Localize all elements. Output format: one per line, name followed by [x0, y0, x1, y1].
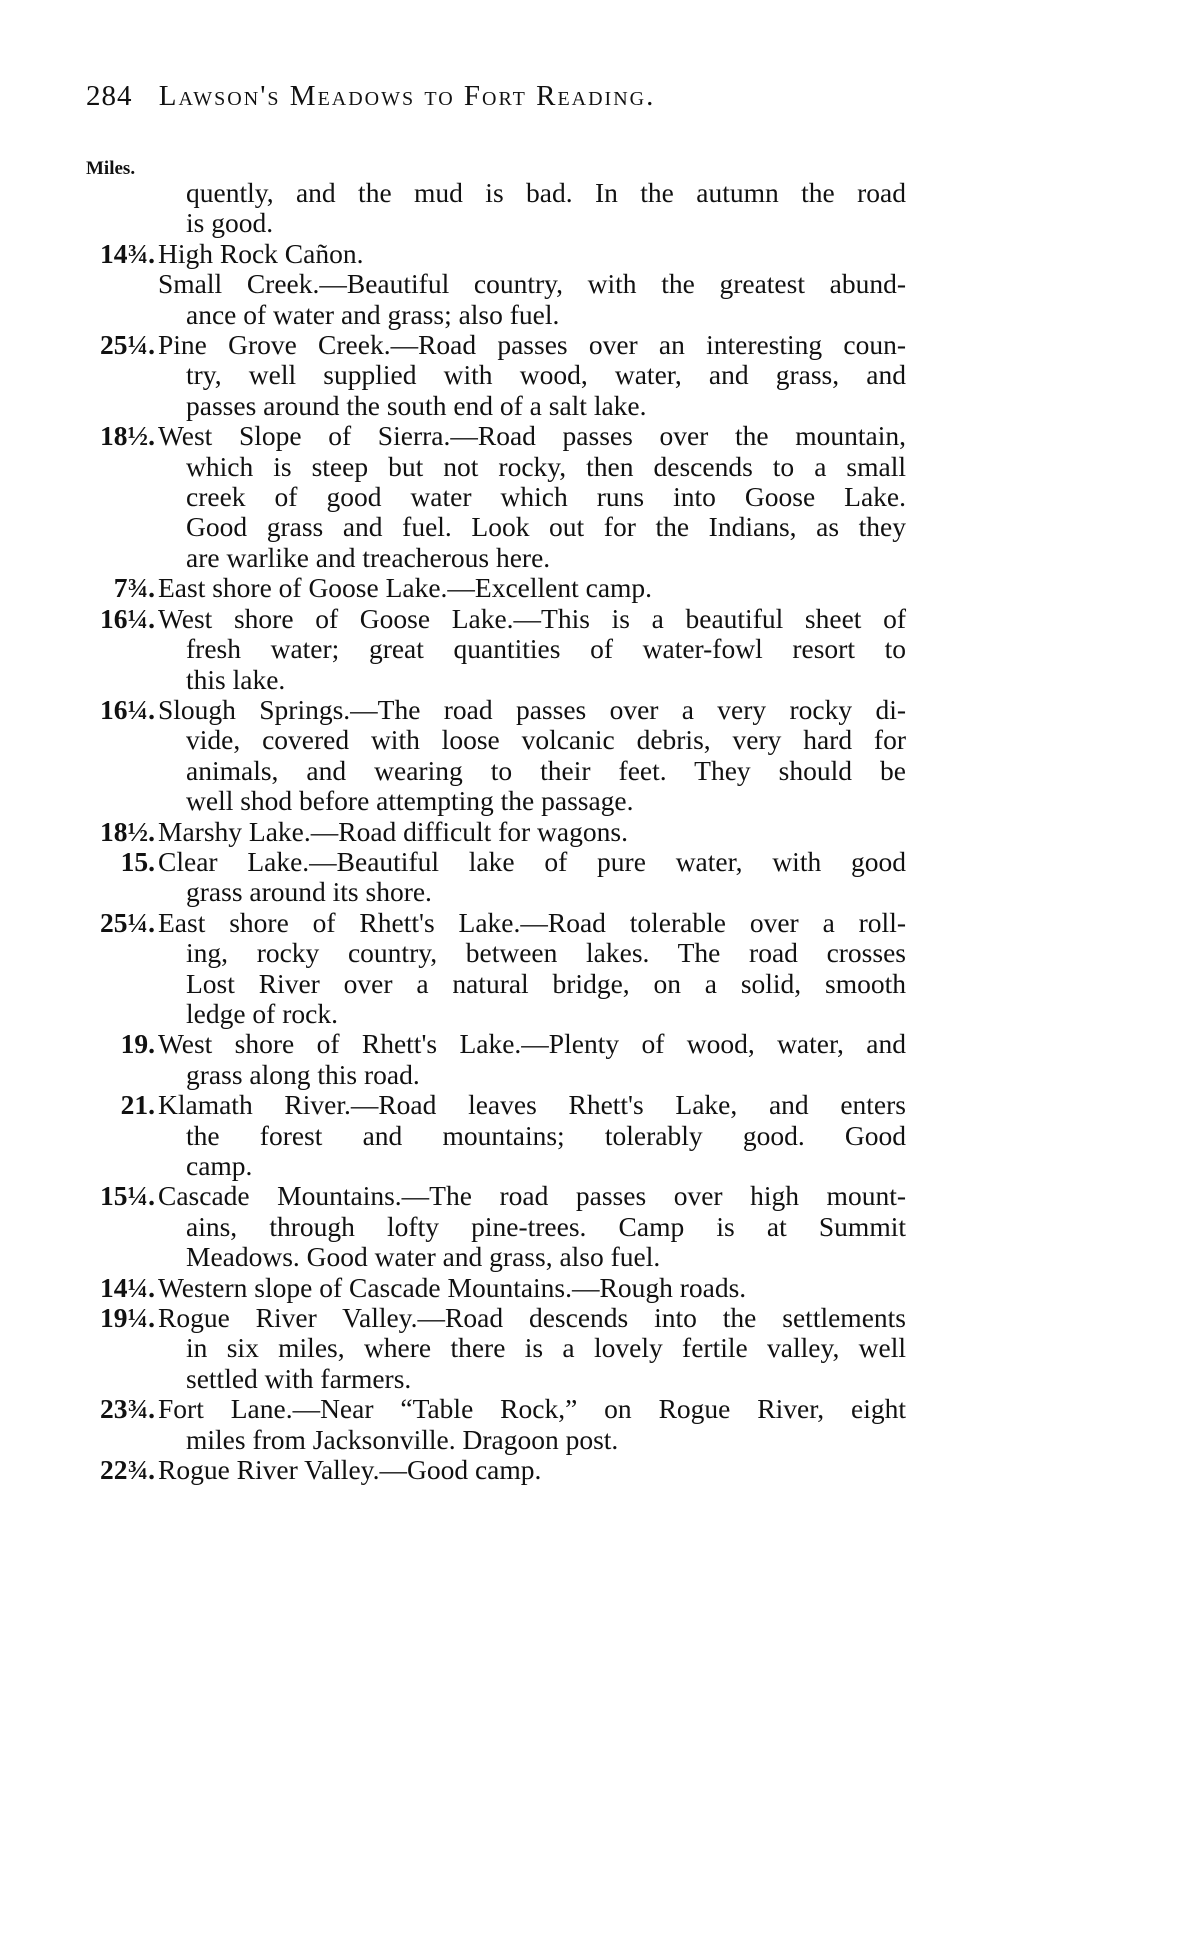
itinerary-entry [86, 178, 906, 239]
mileage: 23¾. [100, 1393, 155, 1425]
entry-text-line: Clear Lake.—Beautiful lake of pure water, with good [158, 845, 906, 877]
mileage: 14¾. [100, 237, 155, 269]
entry-text-line: passes around the south end of a salt lake. [186, 389, 647, 421]
mileage: 19. [120, 1028, 155, 1060]
entry-text-line: fresh water; great quantities of water-fowl resort to [186, 633, 906, 665]
itinerary-entry [86, 421, 906, 573]
entry-text-line: is good. [186, 207, 274, 239]
entry-text-line: quently, and the mud is bad. In the autumn the road [186, 177, 906, 208]
entry-text-line: Lost River over a natural bridge, on a solid, smooth [186, 967, 906, 999]
itinerary-entry [86, 330, 906, 421]
itinerary-entry [86, 817, 906, 847]
entry-text-line: ledge of rock. [186, 997, 338, 1029]
entry-text-line: miles from Jacksonville. Dragoon post. [186, 1423, 619, 1455]
entry-text-line: High Rock Cañon. [158, 237, 364, 269]
entry-text-line: camp. [186, 1150, 253, 1181]
entry-text-line: West shore of Rhett's Lake.—Plenty of wood, water, and [158, 1028, 906, 1060]
itinerary-entry [86, 1181, 906, 1272]
itinerary-entry [86, 604, 906, 695]
itinerary-entry [86, 239, 906, 269]
entry-text-line: vide, covered with loose volcanic debris, very hard for [186, 724, 906, 756]
entry-text-line: Klamath River.—Road leaves Rhett's Lake, and enters [158, 1089, 906, 1121]
entry-text-line: the forest and mountains; tolerably good. Good [186, 1119, 906, 1151]
entry-text-line: grass along this road. [186, 1058, 420, 1090]
entry-text-line: Cascade Mountains.—The road passes over high mount- [158, 1180, 906, 1212]
running-title: Lawson's Meadows to Fort Reading. [158, 80, 656, 112]
mileage: 7¾. [113, 572, 155, 604]
entry-text-line: in six miles, where there is a lovely fertile valley, well [186, 1332, 906, 1364]
mileage: 14¼. [100, 1271, 155, 1303]
entry-text-line: Rogue River Valley.—Road descends into the settlements [158, 1302, 906, 1334]
entry-text-line: West shore of Goose Lake.—This is a beautiful sheet of [158, 602, 906, 634]
mileage: 25¼. [100, 906, 155, 938]
itinerary-entry [86, 695, 906, 817]
entry-text-line: East shore of Rhett's Lake.—Road tolerable over a roll- [158, 906, 906, 938]
entry-text-line: Slough Springs.—The road passes over a very rocky di- [158, 693, 906, 725]
entry-text-line: animals, and wearing to their feet. They should be [186, 754, 906, 786]
mileage: 25¼. [100, 329, 155, 361]
itinerary-entry [86, 1029, 906, 1090]
entry-text-line: settled with farmers. [186, 1362, 412, 1394]
itinerary-list [86, 178, 906, 1485]
itinerary-entry [86, 847, 906, 908]
mileage: 16¼. [100, 693, 155, 725]
mileage: 18½. [100, 815, 155, 847]
mileage: 21. [120, 1089, 155, 1121]
itinerary-entry [86, 1394, 906, 1455]
entry-text-line: this lake. [186, 663, 286, 695]
mileage: 15¼. [100, 1180, 155, 1212]
entry-text-line: are warlike and treacherous here. [186, 541, 551, 573]
running-header [86, 80, 655, 113]
itinerary-entry [86, 269, 906, 330]
entry-text-line: West Slope of Sierra.—Road passes over the mountain, [158, 420, 906, 452]
itinerary-entry [86, 1303, 906, 1394]
itinerary-entry [86, 1455, 906, 1485]
entry-text-line: Fort Lane.—Near “Table Rock,” on Rogue River, eight [158, 1393, 906, 1425]
entry-text-line: Good grass and fuel. Look out for the Indians, as they [186, 511, 906, 543]
entry-text-line: Western slope of Cascade Mountains.—Rough roads. [158, 1271, 747, 1303]
entry-text-line: well shod before attempting the passage. [186, 785, 634, 817]
entry-text-line: Marshy Lake.—Road difficult for wagons. [158, 815, 628, 847]
entry-text-line: creek of good water which runs into Goose Lake. [186, 481, 906, 513]
mileage: 18½. [100, 420, 155, 452]
mileage: 15. [120, 845, 155, 877]
entry-text-line: ains, through lofty pine-trees. Camp is at Summit [186, 1210, 906, 1242]
mileage: 16¼. [100, 602, 155, 634]
entry-text-line: which is steep but not rocky, then descends to a small [186, 450, 906, 482]
entry-text-line: Pine Grove Creek.—Road passes over an interesting coun- [158, 329, 906, 361]
entry-text-line: Rogue River Valley.—Good camp. [158, 1454, 542, 1486]
itinerary-entry [86, 1090, 906, 1181]
entry-text-line: East shore of Goose Lake.—Excellent camp. [158, 572, 653, 604]
mileage: 19¼. [100, 1302, 155, 1334]
entry-text-line: ance of water and grass; also fuel. [186, 298, 560, 330]
entry-text-line: Small Creek.—Beautiful country, with the greatest abund- [158, 268, 906, 300]
itinerary-entry [86, 573, 906, 603]
entry-text-line: ing, rocky country, between lakes. The road crosses [186, 937, 906, 969]
itinerary-entry [86, 1273, 906, 1303]
mileage: 22¾. [100, 1454, 155, 1486]
entry-text-line: grass around its shore. [186, 876, 432, 908]
miles-column-label: Miles. [86, 158, 136, 179]
page-number: 284 [86, 80, 133, 112]
entry-text-line: Meadows. Good water and grass, also fuel. [186, 1241, 661, 1273]
itinerary-entry [86, 908, 906, 1030]
entry-text-line: try, well supplied with wood, water, and grass, and [186, 359, 906, 391]
